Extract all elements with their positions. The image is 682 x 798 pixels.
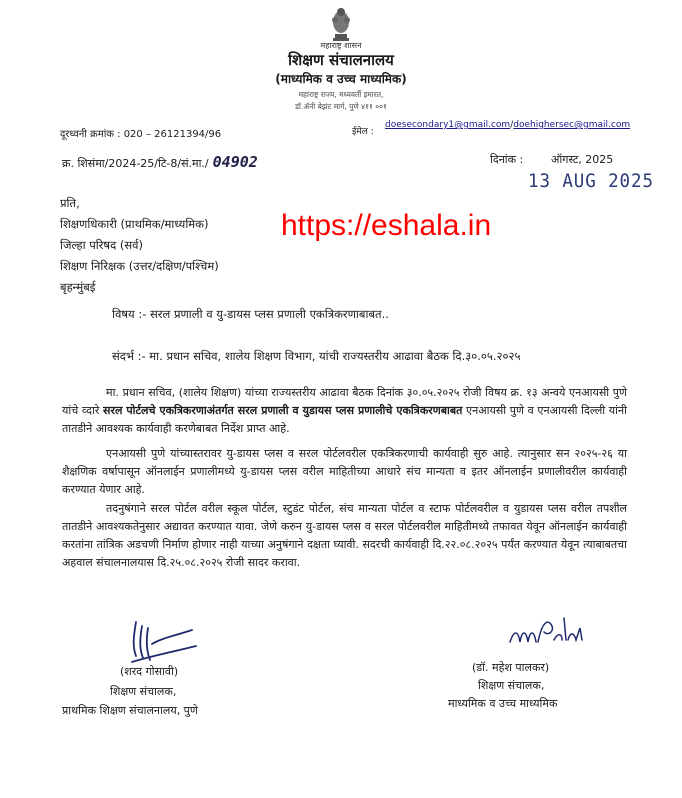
handwritten-number: 04902 — [212, 153, 258, 171]
reference-line: संदर्भ :- मा. प्रधान सचिव, शालेय शिक्षण विभाग, यांची राज्यस्तरीय आढावा बैठक दि.३०.०५.२०२५ — [112, 349, 521, 363]
reference-prefix: क्र. शिसंमा/2024-25/टि-8/सं.मा./ — [62, 157, 209, 170]
addressee-line: बृहन्मुंबई — [60, 280, 96, 294]
email-link-secondary[interactable]: doesecondary1@gmail.com — [385, 120, 511, 130]
paragraph-1-text-a: मा. प्रधान सचिव, (शालेय शिक्षण) यांच्या राज्यस्तरीय आढावा बैठक दिनांक ३०.०५.२०२५ रोजी विषय क्र. १३ अन्वये एनआयसी पुणे यांचे व्दारे — [62, 386, 627, 417]
paragraph-2-text: एनआयसी पुणे यांच्यास्तरावर यु-डायस प्लस व सरल पोर्टलवरील एकत्रिकरणाची कार्यवाही सुरु आहे. त्यानुसार सन २०२५-२६ या शैक्षणिक वर्षापासून ऑनलाईन प्रणालीमध्ये यु-डायस प्लस वरील माहितीच्या आधारे संच मान्यता व इतर ऑनलाईन प्रणालीवरील कार्यवाही करण्यात येणार आहे. — [62, 447, 627, 496]
date-stamp: 13 AUG 2025 — [528, 170, 654, 192]
addressee-line: प्रति, — [60, 196, 80, 210]
paragraph-3 — [62, 500, 627, 572]
date-label: दिनांक : — [490, 153, 524, 166]
directorate-title: शिक्षण संचालनालय — [288, 51, 394, 69]
address-line-2: डॉ.ॲनी बेझंट मार्ग, पुणे ४११ ००१ — [295, 102, 387, 111]
email-separator: / — [510, 120, 514, 130]
signatory-right-office: माध्यमिक व उच्च माध्यमिक — [448, 697, 558, 710]
subject-line: विषय :- सरल प्रणाली व यु-डायस प्लस प्रणाली एकत्रिकरणाबाबत.. — [112, 307, 389, 321]
address-line-1: महाराष्ट्र राज्य, मध्यवर्ती इमारत, — [298, 90, 384, 99]
paragraph-1 — [62, 384, 627, 438]
signatory-left-name: (शरद गोसावी) — [120, 665, 179, 678]
paragraph-1-text-c: एनआयसी पुणे व एनआयसी दिल्ली यांनी तातडीने आवश्यक कार्यवाही करणेबाबत निर्देश प्राप्त आहे. — [62, 404, 627, 435]
reference-number — [62, 153, 258, 171]
signatory-right-designation: शिक्षण संचालक, — [478, 679, 545, 692]
signature-left — [122, 618, 202, 668]
paragraph-3-text: तदनुषंगाने सरल पोर्टल वरील स्कूल पोर्टल, स्टुडंट पोर्टल, संच मान्यता पोर्टल व स्टाफ पोर्टलवरील व युडायस प्लस वरील तपशील तातडीने आवश्यकतेनुसार अद्यावत करण्यात यावा. जेणे करुन यु-डायस प्लस व सरल पोर्टलवरील माहितीमध्ये तफावत येवून ऑनलाईन कार्यवाही करतांना तांत्रिक अडचणी निर्माण होणार नाही याच्या अनुषंगाने दक्षता घ्यावी. सदरची कार्यवाही दि.२२.०८.२०२५ पर्यंत करण्यात येवून त्याबाबतचा अहवाल संचालनालयास दि.२५.०८.२०२५ रोजी सादर करावा. — [62, 502, 627, 569]
signature-right — [508, 612, 588, 654]
addressee-line: जिल्हा परिषद (सर्व) — [60, 238, 143, 252]
directorate-subtitle: (माध्यमिक व उच्च माध्यमिक) — [275, 72, 407, 86]
email-link-highersec[interactable]: doehighersec@gmail.com — [513, 120, 631, 130]
paragraph-1-text-bold: सरल पोर्टलचे एकत्रिकरणाअंतर्गत सरल प्रणाली व युडायस प्लस प्रणालीचे एकत्रिकरणबाबत — [103, 404, 463, 417]
phone-number: दूरध्वनी क्रमांक : 020 – 26121394/96 — [60, 129, 222, 140]
addressee-line: शिक्षण निरिक्षक (उत्तर/दक्षिण/पश्चिम) — [60, 259, 219, 273]
date-value: ऑगस्ट, 2025 — [551, 153, 614, 166]
state-emblem-icon — [326, 4, 356, 42]
government-name: महाराष्ट्र शासन — [320, 41, 362, 50]
signatory-left-office: प्राथमिक शिक्षण संचालनालय, पुणे — [62, 704, 198, 717]
signatory-right-name: (डॉ. महेश पालकर) — [472, 661, 550, 674]
email-label: ईमेल : — [352, 127, 374, 137]
email-links — [385, 120, 630, 130]
addressee-block — [60, 193, 219, 298]
signatory-left-designation: शिक्षण संचालक, — [110, 685, 177, 698]
addressee-line: शिक्षणधिकारी (प्राथमिक/माध्यमिक) — [60, 217, 209, 231]
paragraph-2 — [62, 445, 627, 499]
website-watermark: https://eshala.in — [281, 209, 492, 242]
